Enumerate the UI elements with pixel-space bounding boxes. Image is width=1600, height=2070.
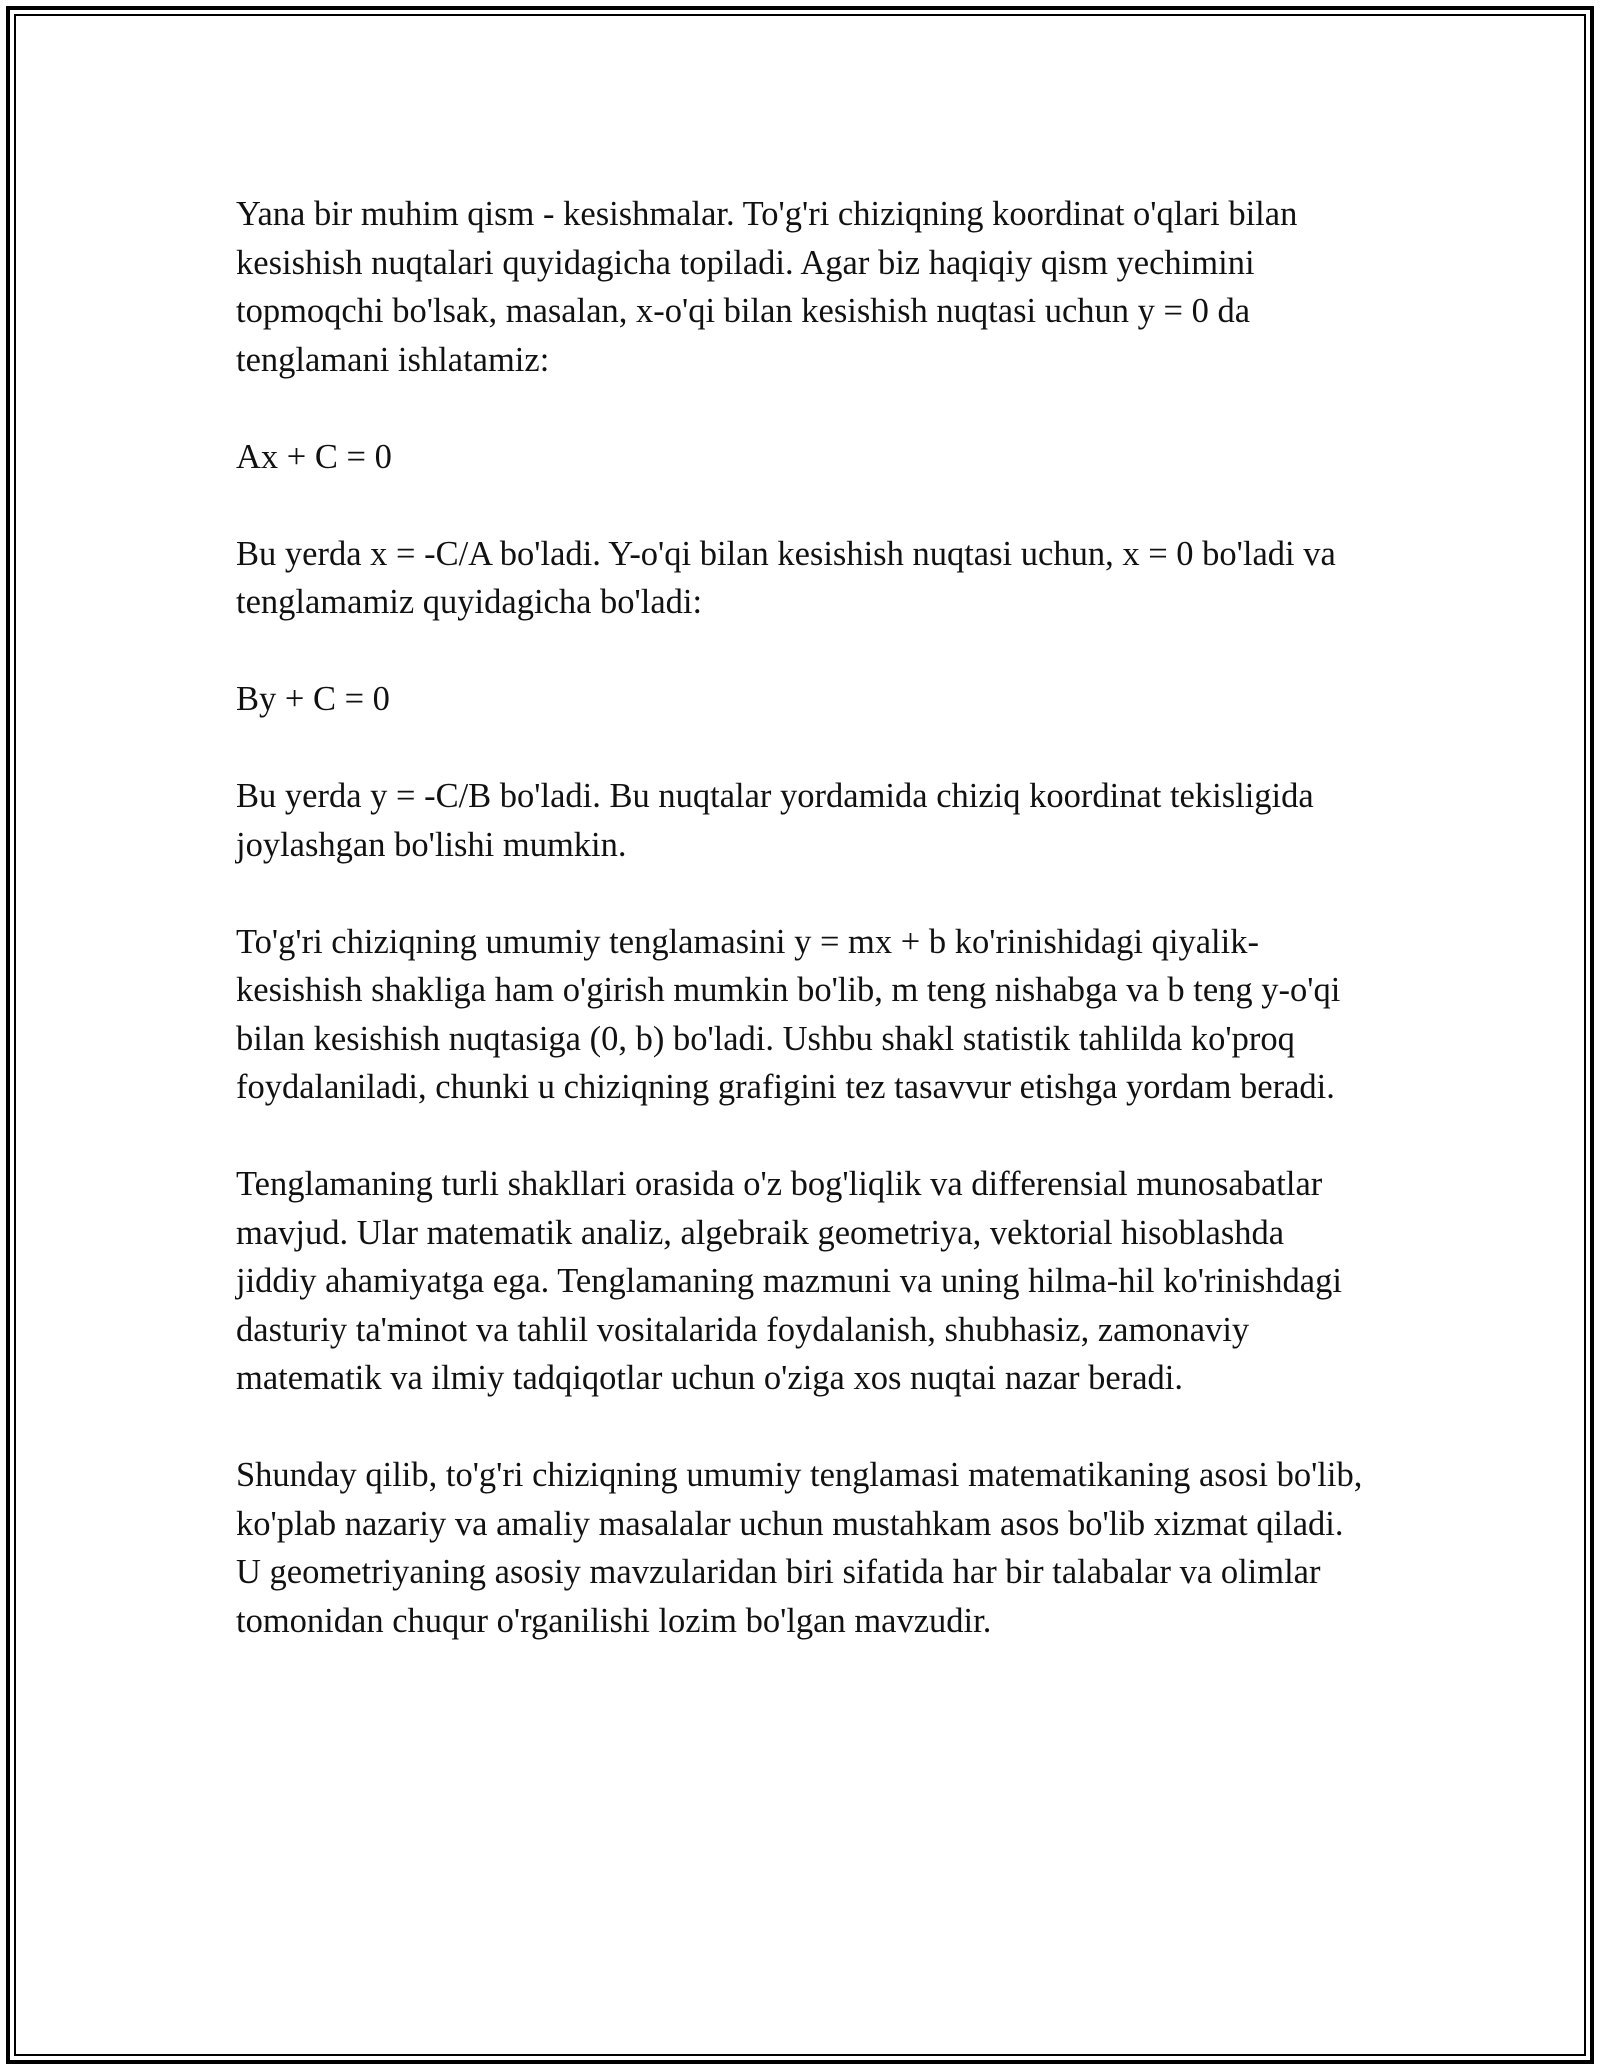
paragraph-x-intercept-result: Bu yerda x = -C/A bo'ladi. Y-o'qi bilan kesishish nuqtasi uchun, x = 0 bo'ladi va tenglamamiz quyidagicha bo'ladi: bbox=[236, 534, 1336, 621]
paragraph-slope-intercept-form: To'g'ri chiziqning umumiy tenglamasini y = mx + b ko'rinishidagi qiyalik-kesishish shakliga ham o'girish mumkin bo'lib, m teng nishabga va b teng y-o'qi bilan kesishish nuqtasiga (0, b) bo'ladi. Ushbu shakl statistik tahlilda ko'proq foydalaniladi, chunki u chiziqning grafigini tez tasavvur etishga yordam beradi. bbox=[236, 922, 1341, 1106]
document-body bbox=[236, 190, 1366, 1694]
paragraph-forms-relations: Tenglamaning turli shakllari orasida o'z bog'liqlik va differensial munosabatlar mavjud. Ular matematik analiz, algebraik geometriya, vektorial hisoblashda jiddiy ahamiyatga ega. Tenglamaning mazmuni va uning hilma-hil ko'rinishdagi dasturiy ta'minot va tahlil vositalarida foydalanish, shubhasiz, zamonaviy matematik va ilmiy tadqiqotlar uchun o'ziga xos nuqtai nazar beradi. bbox=[236, 1165, 1342, 1397]
equation-y-intercept: By + C = 0 bbox=[236, 680, 390, 718]
paragraph-y-intercept-result: Bu yerda y = -C/B bo'ladi. Bu nuqtalar yordamida chiziq koordinat tekisligida joylashgan bo'lishi mumkin. bbox=[236, 777, 1314, 864]
paragraph-intersections-intro: Yana bir muhim qism - kesishmalar. To'g'ri chiziqning koordinat o'qlari bilan kesishish nuqtalari quyidagicha topiladi. Agar biz haqiqiy qism yechimini topmoqchi bo'lsak, masalan, x-o'qi bilan kesishish nuqtasi uchun y = 0 da tenglamani ishlatamiz: bbox=[236, 195, 1298, 379]
paragraph-conclusion: Shunday qilib, to'g'ri chiziqning umumiy tenglamasi matematikaning asosi bo'lib, ko'plab nazariy va amaliy masalalar uchun mustahkam asos bo'lib xizmat qiladi. U geometriyaning asosiy mavzularidan biri sifatida har bir talabalar va olimlar tomonidan chuqur o'rganilishi lozim bo'lgan mavzudir. bbox=[236, 1456, 1363, 1640]
equation-x-intercept: Ax + C = 0 bbox=[236, 437, 392, 476]
